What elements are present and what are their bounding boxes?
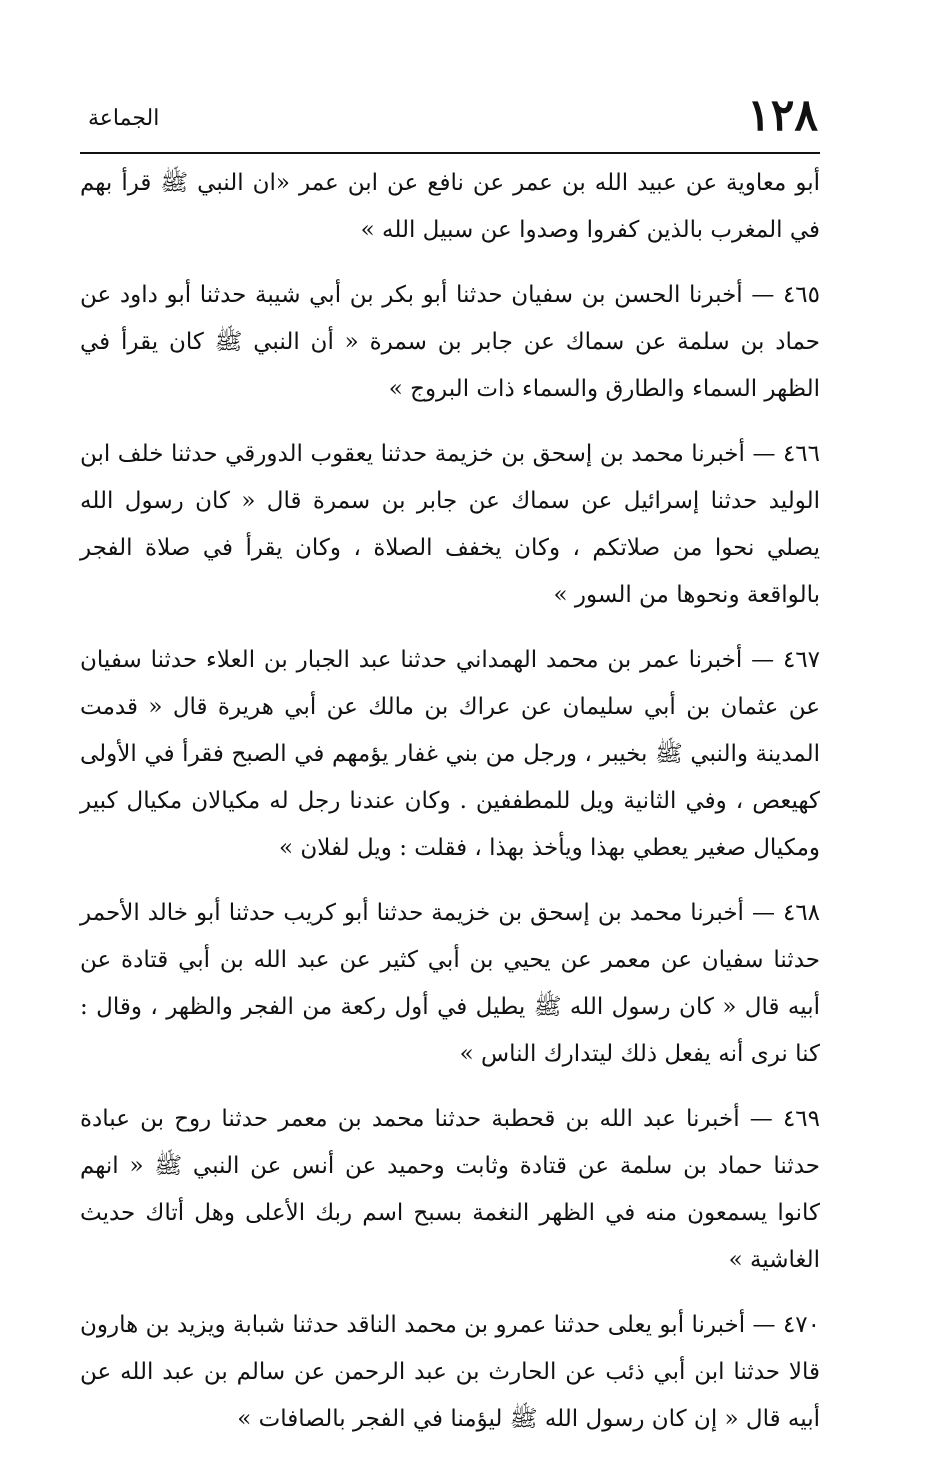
hadith-text-body <box>80 160 820 1461</box>
hadith-paragraph-468 <box>80 890 820 1078</box>
page-number: ١٢٨ <box>747 90 818 141</box>
hadith-number: ٤٦٧ — <box>751 647 821 673</box>
page-header <box>88 90 818 146</box>
paragraph-text: أبو معاوية عن عبيد الله بن عمر عن نافع عن ابن عمر «ان النبي ﷺ قرأ بهم في المغرب بالذين كفروا وصدوا عن سبيل الله » <box>80 170 820 243</box>
hadith-paragraph-466 <box>80 431 820 619</box>
hadith-number: ٤٦٥ — <box>751 282 820 308</box>
header-rule <box>80 152 820 154</box>
paragraph-text: أخبرنا محمد بن إسحق بن خزيمة حدثنا أبو كريب حدثنا أبو خالد الأحمر حدثنا سفيان عن معمر عن يحيي بن أبي كثير عن عبد الله بن أبي قتادة عن أبيه قال « كان رسول الله ﷺ يطيل في أول ركعة من الفجر والظهر ، وقال : كنا نرى أنه يفعل ذلك ليتدارك الناس » <box>80 900 820 1067</box>
paragraph-text: أخبرنا عمر بن محمد الهمداني حدثنا عبد الجبار بن العلاء حدثنا سفيان عن عثمان بن أبي سليمان عن عراك بن مالك عن أبي هريرة قال « قدمت المدينة والنبي ﷺ بخيبر ، ورجل من بني غفار يؤمهم في الصبح فقرأ في الأولى كهيعص ، وفي الثانية ويل للمطففين . وكان عندنا رجل له مكيالان مكيال كبير ومكيال صغير يعطي بهذا ويأخذ بهذا ، فقلت : ويل لفلان » <box>80 647 820 861</box>
hadith-paragraph-continued <box>80 160 820 254</box>
paragraph-text: أخبرنا أبو يعلى حدثنا عمرو بن محمد الناقد حدثنا شبابة ويزيد بن هارون قالا حدثنا ابن أبي ذئب عن الحارث بن عبد الرحمن عن سالم بن عبد الله عن أبيه قال « إن كان رسول الله ﷺ ليؤمنا في الفجر بالصافات » <box>80 1312 820 1432</box>
running-title: الجماعة <box>88 106 160 131</box>
hadith-number: ٤٦٨ — <box>751 900 821 926</box>
hadith-paragraph-465 <box>80 272 820 413</box>
hadith-paragraph-470 <box>80 1302 820 1443</box>
paragraph-text: أخبرنا عبد الله بن قحطبة حدثنا محمد بن معمر حدثنا روح بن عبادة حدثنا حماد بن سلمة عن قتادة وثابت وحميد عن أنس عن النبي ﷺ « انهم كانوا يسمعون منه في الظهر النغمة بسبح اسم ربك الأعلى وهل أتاك حديث الغاشية » <box>80 1106 820 1273</box>
paragraph-text: أخبرنا محمد بن إسحق بن خزيمة حدثنا يعقوب الدورقي حدثنا خلف ابن الوليد حدثنا إسرائيل عن سماك عن جابر بن سمرة قال « كان رسول الله يصلي نحوا من صلاتكم ، وكان يخفف الصلاة ، وكان يقرأ في صلاة الفجر بالواقعة ونحوها من السور » <box>80 441 820 608</box>
hadith-paragraph-467 <box>80 637 820 872</box>
hadith-paragraph-469 <box>80 1096 820 1284</box>
hadith-number: ٤٦٩ — <box>749 1106 821 1132</box>
hadith-number: ٤٧٠ — <box>752 1312 821 1338</box>
hadith-number: ٤٦٦ — <box>752 441 821 467</box>
paragraph-text: أخبرنا الحسن بن سفيان حدثنا أبو بكر بن أبي شيبة حدثنا أبو داود عن حماد بن سلمة عن سماك عن جابر بن سمرة « أن النبي ﷺ كان يقرأ في الظهر السماء والطارق والسماء ذات البروج » <box>80 282 820 402</box>
